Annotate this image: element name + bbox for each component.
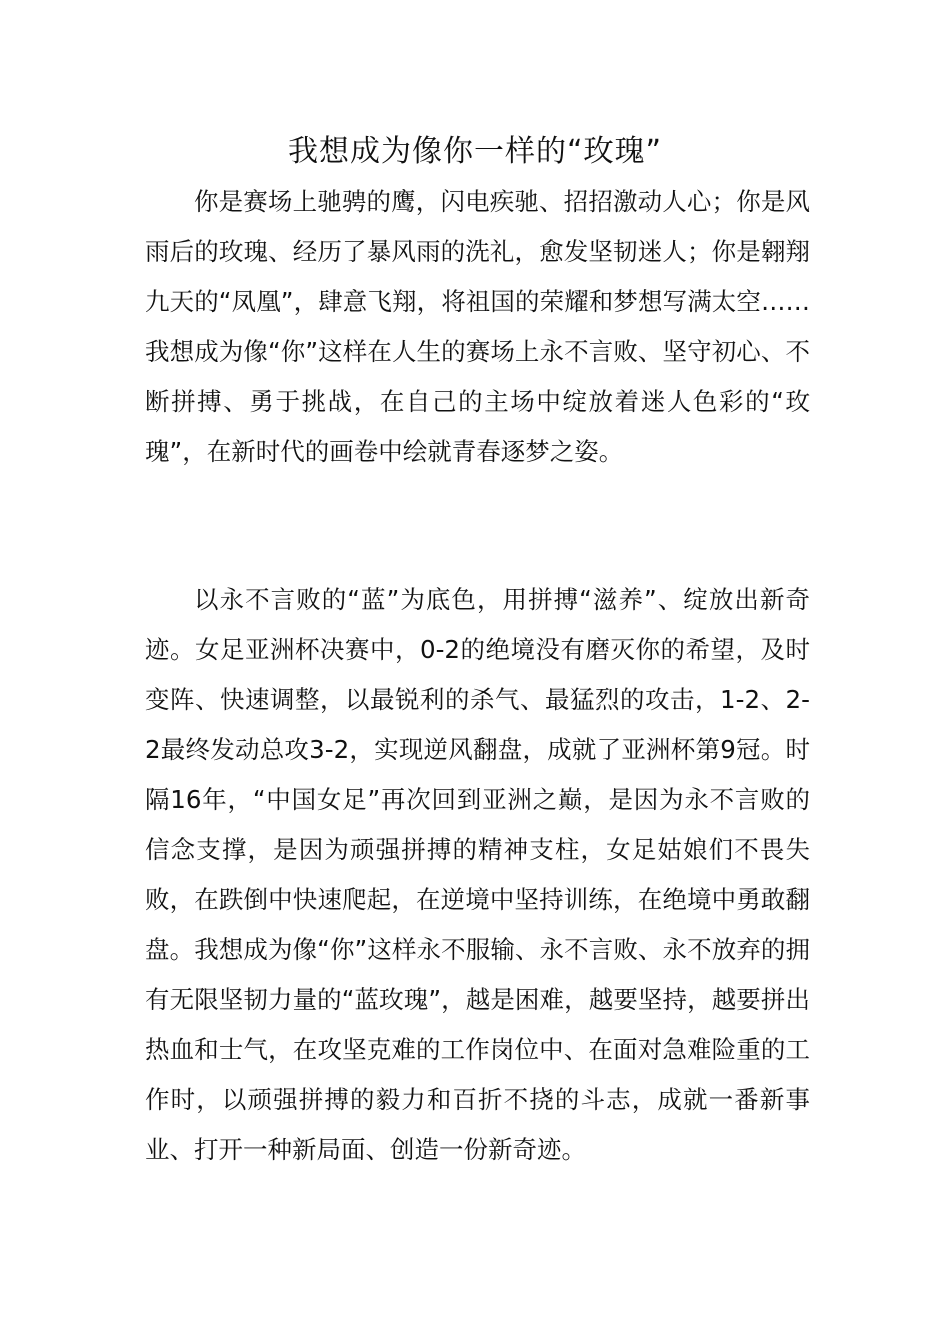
document-title: 我想成为像你一样的“玫瑰” (287, 134, 663, 169)
paragraph-2: 以永不言败的“蓝”为底色，用拼搏“滋养”、绽放出新奇迹。女足亚洲杯决赛中，0-2的绝境没有磨灭你的希望，及时变阵、快速调整，以最锐利的杀气、最猛烈的攻击，1-2、2-2最终发动总攻3-2，实现逆风翻盘，成就了亚洲杯第9冠。时隔16年，“中国女足”再次回到亚洲之巅，是因为永不言败的信念支撑，是因为顽强拼搏的精神支柱，女足姑娘们不畏失败，在跌倒中快速爬起，在逆境中坚持训练，在绝境中勇敢翻盘。我想成为像“你”这样永不服输、永不言败、永不放弃的拥有无限坚韧力量的“蓝玫瑰”，越是困难，越要坚持，越要拼出热血和士气，在攻坚克难的工作岗位中、在面对急难险重的工作时，以顽强拼搏的毅力和百折不挠的斗志，成就一番新事业、打开一种新局面、创造一份新奇迹。 (145, 585, 810, 1164)
paragraph-1: 你是赛场上驰骋的鹰，闪电疾驰、招招激动人心；你是风雨后的玫瑰、经历了暴风雨的洗礼，愈发坚韧迷人；你是翱翔九天的“凤凰”，肆意飞翔，将祖国的荣耀和梦想写满太空……我想成为像“你”这样在人生的赛场上永不言败、坚守初心、不断拼搏、勇于挑战，在自己的主场中绽放着迷人色彩的“玫瑰”，在新时代的画卷中绘就青春逐梦之姿。 (145, 187, 810, 466)
